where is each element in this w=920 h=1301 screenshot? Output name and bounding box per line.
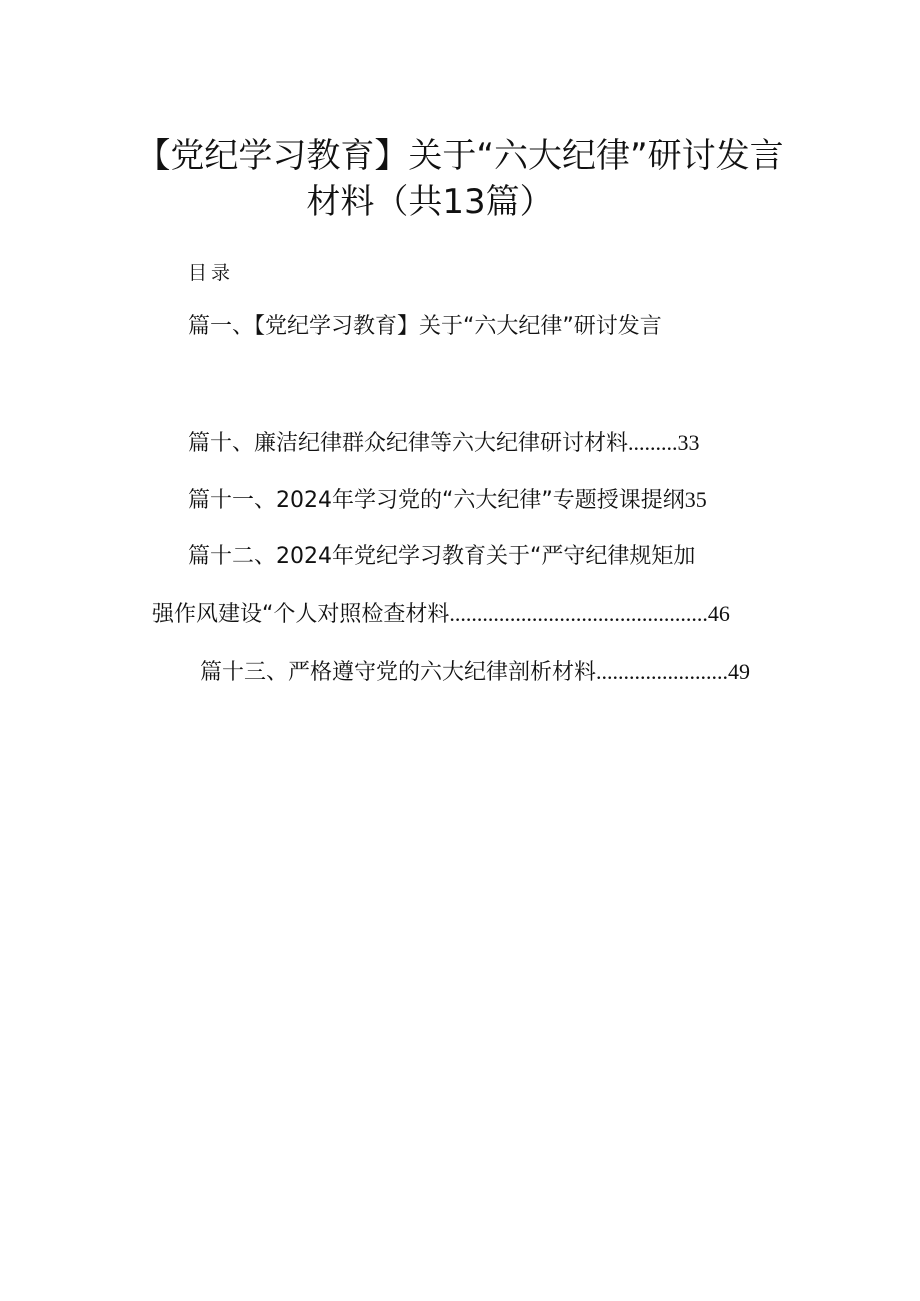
toc-entry-text: 篇十三、严格遵守党的六大纪律剖析材料 — [200, 660, 597, 685]
toc-entry-1[interactable] — [188, 312, 662, 342]
toc-entry-text: 篇十一、2024年学习党的“六大纪律”专题授课提纲 — [188, 488, 685, 513]
toc-entry-text: 强作风建设“个人对照检查材料 — [152, 602, 450, 627]
toc-entry-leader: ........................ — [596, 659, 729, 684]
toc-entry-text: 篇十、廉洁纪律群众纪律等六大纪律研讨材料 — [188, 431, 629, 456]
toc-entry-5[interactable] — [152, 599, 730, 630]
document-title-line2: 材料（共13篇） — [306, 182, 554, 222]
toc-entry-4[interactable] — [188, 542, 695, 572]
document-title-line1: 【党纪学习教育】关于“六大纪律”研讨发言 — [136, 136, 784, 176]
toc-entry-text: 篇十二、2024年党纪学习教育关于“严守纪律规矩加 — [188, 544, 696, 569]
toc-entry-page: 35 — [684, 487, 707, 512]
toc-entry-2[interactable] — [188, 428, 700, 459]
toc-entry-6[interactable] — [200, 657, 750, 688]
toc-entry-page: 33 — [677, 430, 700, 455]
toc-entry-page: 49 — [728, 659, 751, 684]
toc-entry-leader: ......... — [628, 430, 678, 455]
toc-heading: 目录 — [188, 262, 235, 284]
toc-entry-page: 46 — [707, 601, 730, 626]
toc-entry-text: 篇一、【党纪学习教育】关于“六大纪律”研讨发言 — [188, 314, 662, 339]
toc-entry-leader: ............................................... — [449, 601, 708, 626]
toc-entry-3[interactable] — [188, 485, 707, 516]
